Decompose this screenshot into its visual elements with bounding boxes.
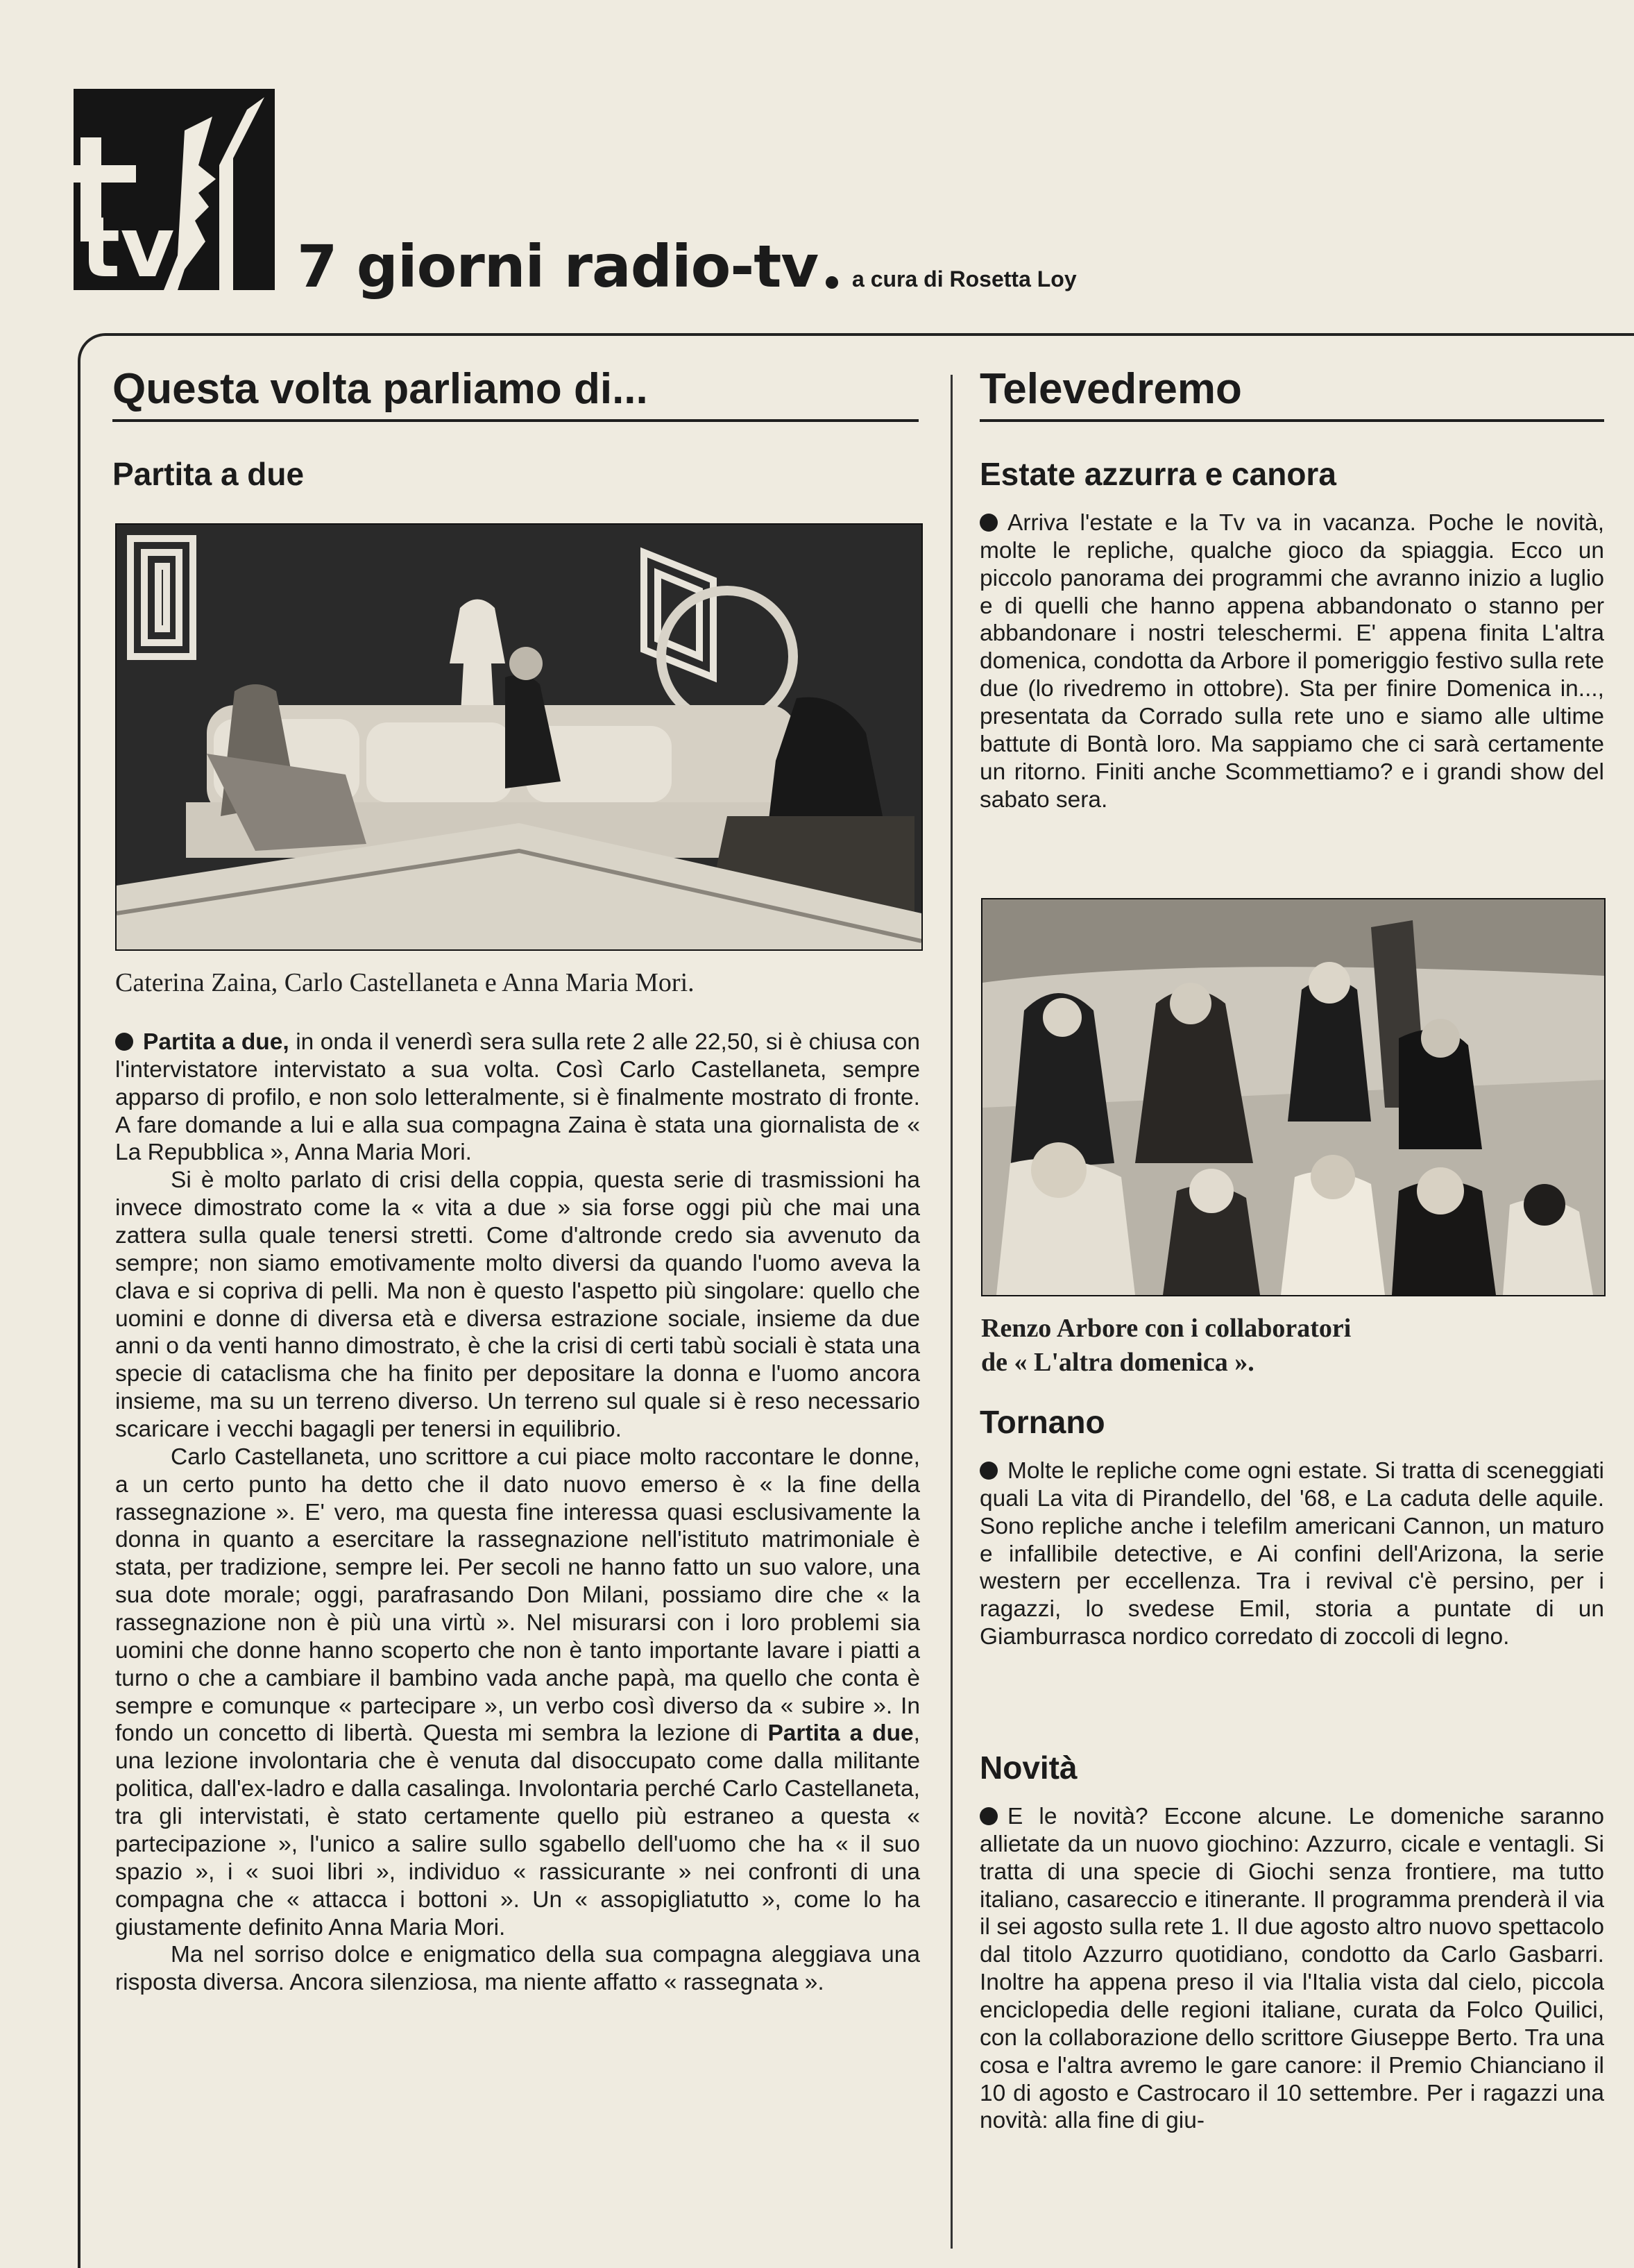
bullet-icon — [980, 514, 998, 532]
novita-body — [980, 1803, 1604, 2135]
lead-text: Partita a due, — [143, 1029, 289, 1055]
header-bullet-icon — [826, 276, 838, 289]
novita-text: E le novità? Eccone alcune. Le domeniche saranno allietate da un nuovo giochino: Azzurro, cicale e ventagli. Si tratta di una specie di Giochi senza frontiere, ma tutto italiano, casareccio e itinerante. Il programma prenderà il via il sei agosto sulla rete 1. Il due agosto altro nuovo spettacolo dal titolo Azzurro quotidiano, condotto da Carlo Gasbarri. Inoltre ha appena preso il via l'Italia vista dal cielo, piccola enciclopedia delle regioni italiane, curata da Folco Quilici, con la collaborazione dello scrittore Giuseppe Berto. Tra una cosa e l'altra avremo le gare canore: il Premio Chianciano il 10 di agosto e Castrocaro il 10 settembre. Per i ragazzi una novità: alla fine di giu- — [980, 1804, 1604, 2134]
left-paragraph-4: Ma nel sorriso dolce e enigmatico della sua compagna aleggiava una risposta diversa. Ancora silenziosa, ma niente affatto « rassegnata ». — [115, 1942, 920, 1996]
bullet-icon — [980, 1807, 998, 1825]
left-section-rule — [112, 419, 919, 422]
partita-a-due-photo — [115, 523, 923, 951]
right-subtitle: Estate azzurra e canora — [980, 456, 1336, 492]
right-intro-text: Arriva l'estate e la Tv va in vacanza. Poche le novità, molte le repliche, qualche gioco da spiaggia. Ecco un piccolo panorama dei programmi che avranno inizio a luglio e di quelli che hanno appena abbandonato o stanno per abbandonare i nostri teleschermi. E' appena finita L'altra domenica, condotta da Arbore il pomeriggio festivo sulla rete due (lo rivedremo in ottobre). Sta per finire Domenica in..., presentata da Corrado sulla rete uno e siamo alle ultime battute di Bontà loro. Ma sappiamo che ci sarà certamente un ritorno. Finiti anche Scommettiamo? e i grandi show del sabato sera. — [980, 510, 1604, 813]
right-section-rule — [980, 419, 1604, 422]
tornano-body — [980, 1457, 1604, 1651]
right-section-title: Televedremo — [980, 365, 1242, 413]
tornano-text: Molte le repliche come ogni estate. Si tratta di sceneggiati quali La vita di Pirandello, del '68, e La caduta delle aquile. Sono repliche anche i telefilm americani Cannon, un maturo e infallibile detective, e Ai confini dell'Arizona, la serie western per eccellenza. Tra i revival c'è persino, per i ragazzi, lo svedese Emil, storia a puntate di un Giamburrasca nordico corredato di zoccoli di legno. — [980, 1458, 1604, 1650]
left-paragraph-2: Si è molto parlato di crisi della coppia, questa serie di trasmissioni ha invece dimostrato come la « vita a due » sia forse oggi più che mai una zattera sulla quale tenersi stretti. Come d'altronde credo sia avvenuto da sempre; non siamo emotivamente molto diversi da quando l'uomo aveva la clava e si copriva di pelli. Ma non è questo l'aspetto più singolare: quello che uomini e donne di diversa età e diversa estrazione sociale, insieme da due anni o da venti hanno dimostrato, è che la crisi di certi tabù sociali è stata una specie di cataclisma che ha finito per depositare la donna e l'uomo ancora insieme, ma su un terreno diverso. Un terreno sul quale si è reso necessario scaricare i vecchi bagagli per tenersi in equilibrio. — [115, 1167, 920, 1443]
arbore-photo — [981, 898, 1606, 1296]
left-paragraph-3-bold: Partita a due — [767, 1720, 914, 1747]
left-subtitle: Partita a due — [112, 456, 305, 492]
bullet-icon — [115, 1033, 133, 1051]
header-credit: a cura di Rosetta Loy — [852, 266, 1077, 291]
left-paragraph-3-tail: , una lezione involontaria che è venuta dal disoccupato come dalla militante politica, dall'ex-ladro e dalla casalinga. Involontaria perché Carlo Castellaneta, tra gli intervistati, è stato certamente quello più estraneo a questa « partecipazione », l'unico a salire sullo sgabello dell'uomo che ha « il suo spazio », i « suoi libri », individuo « rassicurante » nei confronti di una compagna che « attacca i bottoni ». Un « assopigliatutto », come lo ha giustamente definito Anna Maria Mori. — [115, 1720, 920, 1940]
left-paragraph-1-text: in onda il venerdì sera sulla rete 2 alle 22,50, si è chiusa con l'intervistatore intervistato a sua volta. Così Carlo Castellaneta, sempre apparso di profilo, e non solo letteralmente, si è finalmente mostrato di fronte. A fare domande a lui e alla sua compagna Zaina è stata una giornalista de « La Repubblica », Anna Maria Mori. — [115, 1029, 921, 1166]
left-article-body — [115, 1029, 920, 1997]
logo-text: tv — [80, 200, 175, 290]
left-paragraph-1 — [115, 1029, 920, 1167]
right-photo-caption — [981, 1312, 1603, 1379]
novita-title: Novità — [980, 1750, 1078, 1786]
right-photo-caption-line-2: de « L'altra domenica ». — [981, 1347, 1254, 1377]
left-paragraph-3-text: Carlo Castellaneta, uno scrittore a cui piace molto raccontare le donne, a un certo punto ha detto che il dato nuovo emerso è « la fine della rassegnazione ». E' vero, ma questa fine interessa quasi esclusivamente la donna in quanto a esercitare la rassegnazione nell'istituto matrimoniale è stata, per tradizione, sempre lei. Per secoli ne hanno fatto un suo valore, una sua dote morale; oggi, parafrasando Don Milani, possiamo dire che « la rassegnazione non è più una virtù ». Nel misurarsi con i loro problemi sia uomini che donne hanno scoperto che non è tanto importante lavare i piatti a turno o che a cambiare il bambino vada anche papà, ma quello che conta è sempre e comunque « partecipare », un verbo così diverso da « subire ». In fondo un concetto di libertà. Questa mi sembra la lezione di — [115, 1444, 920, 1747]
right-intro — [980, 509, 1604, 813]
tornano-title: Tornano — [980, 1404, 1105, 1440]
bullet-icon — [980, 1462, 998, 1480]
tv-logo — [74, 89, 275, 290]
left-section-title: Questa volta parliamo di... — [112, 365, 648, 413]
column-divider — [951, 375, 953, 2249]
right-photo-caption-line-1: Renzo Arbore con i collaboratori — [981, 1314, 1352, 1343]
left-paragraph-3 — [115, 1444, 920, 1941]
header-title: 7 giorni radio-tv — [297, 232, 819, 301]
left-photo-caption: Caterina Zaina, Carlo Castellaneta e Anna Maria Mori. — [115, 968, 695, 997]
